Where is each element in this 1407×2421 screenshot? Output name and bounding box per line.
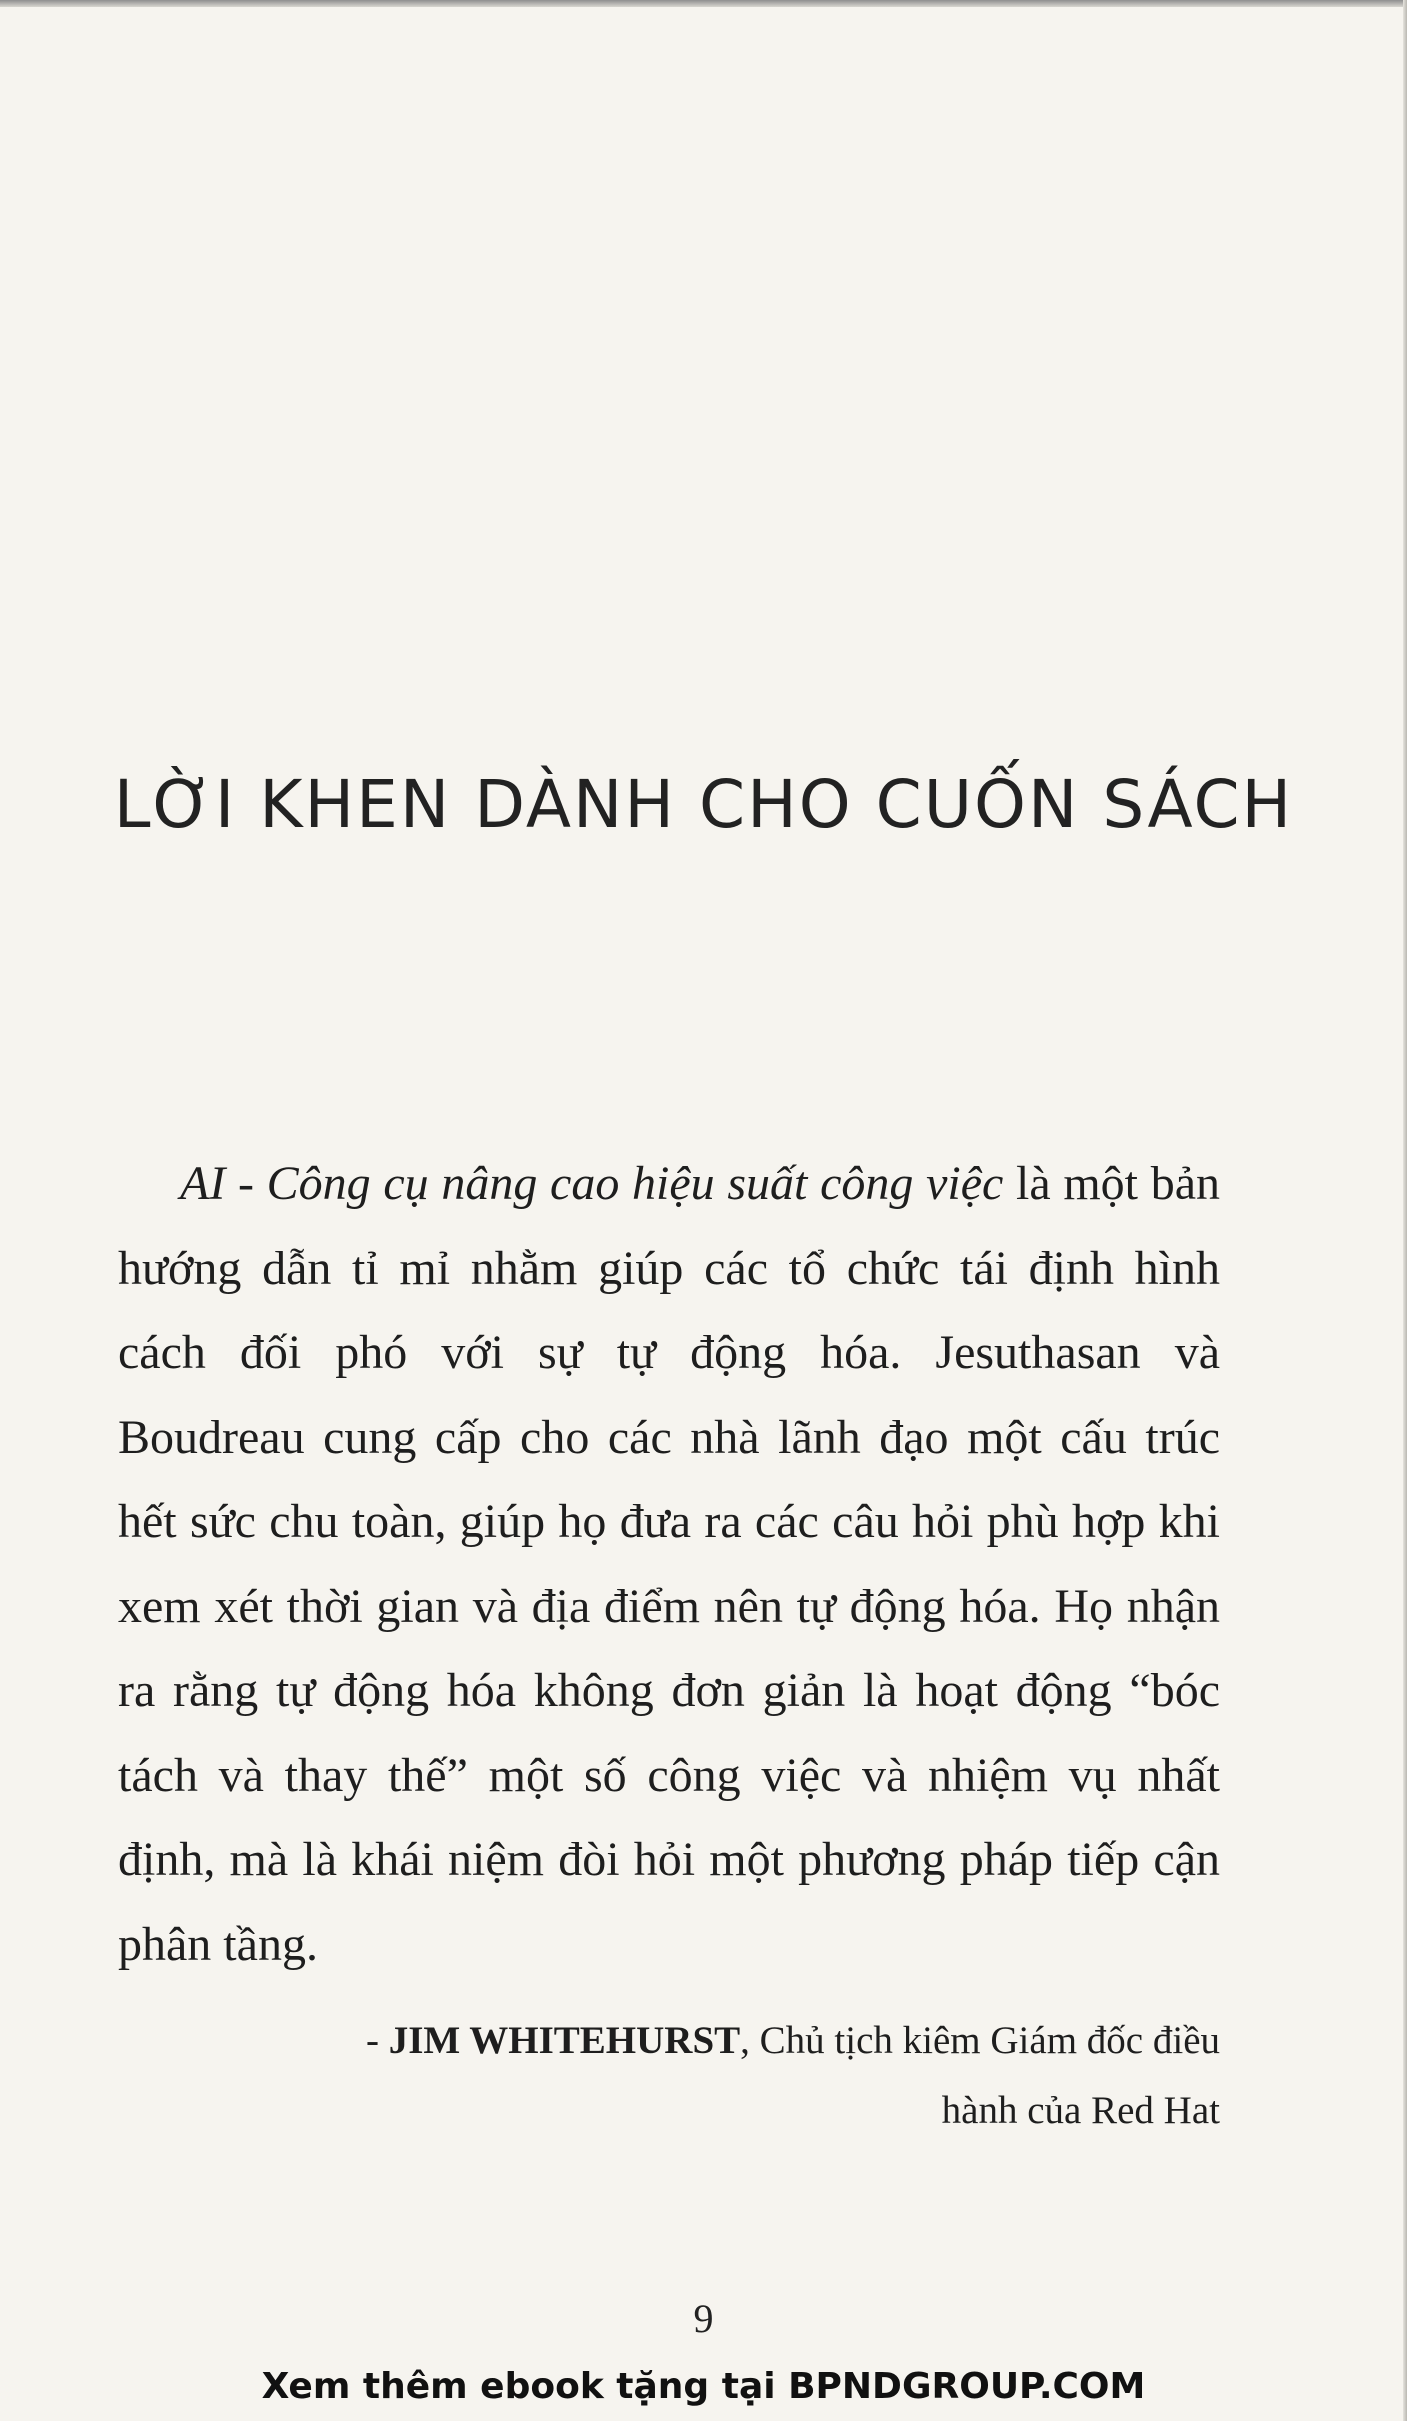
footer-banner: Xem thêm ebook tặng tại BPNDGROUP.COM — [261, 2366, 1146, 2407]
page-number: 9 — [693, 2296, 714, 2341]
page-top-edge — [0, 0, 1407, 7]
page-right-edge — [1403, 0, 1407, 2421]
quote-body: là một bản hướng dẫn tỉ mỉ nhằm giúp các tổ chức tái định hình cách đối phó với sự tự động hóa. Jesuthasan và Boudreau cung cấp cho các nhà lãnh đạo một cấu trúc hết sức chu toàn, giúp họ đưa ra các câu hỏi phù hợp khi xem xét thời gian và địa điểm nên tự động hóa. Họ nhận ra rằng tự động hóa không đơn giản là hoạt động “bóc tách và thay thế” một số công việc và nhiệm vụ nhất định, mà là khái niệm đòi hỏi một phương pháp tiếp cận phân tầng. — [118, 1157, 1220, 1971]
attribution-role: hành của Red Hat — [941, 2089, 1220, 2132]
praise-quote — [118, 1142, 1220, 1987]
quote-attribution: - JIM WHITEHURST, Chủ tịch kiêm Giám đốc điều hành của Red Hat — [365, 2019, 1220, 2132]
attribution-dash: - — [365, 2019, 389, 2062]
attribution-name: JIM WHITEHURST — [388, 2019, 741, 2062]
chapter-title: LỜI KHEN DÀNH CHO CUỐN SÁCH — [113, 766, 1294, 843]
quote-book-title: AI - Công cụ nâng cao hiệu suất công việc — [180, 1157, 1004, 1210]
